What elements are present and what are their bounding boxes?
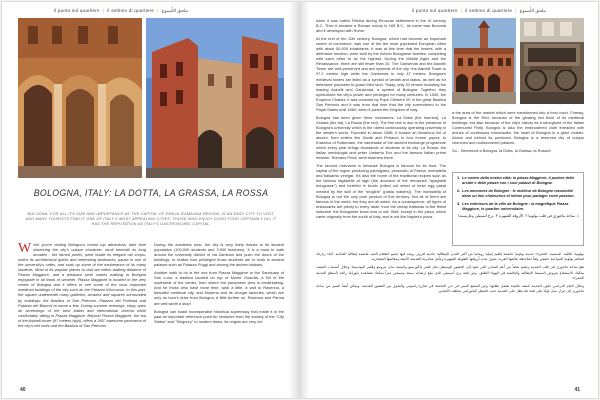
running-header-right: il punto sul quartiere | il settimo di quartiere | ملحق الأسبوع bbox=[412, 8, 547, 13]
paragraph: when it was called Felsina during Etruscan settlement in the VI century B.C. Then it became a Roman colony in 189 B.C., its name was Bononia and it developed with Rome. bbox=[316, 18, 446, 34]
article-title: BOLOGNA, ITALY: LA DOTTA, LA GRASSA, LA ROSSA bbox=[33, 188, 269, 198]
right-page bbox=[300, 2, 598, 398]
page-number-right: 41 bbox=[574, 387, 580, 393]
paragraph: Bologna can boast incomparable historical supremacy that made it in the past an important reference point for centuries from the society of the "City States" and "Seignory" to modern times. Its origins are very old bbox=[154, 308, 284, 324]
paragraph: Another walk to do is the one from Piazza Maggiore to the Sanctuary of San Luca, a basilica located on top of Monte Guardia, a hill in the southwest of the center, from where the panoramic view is breathtaking. And for those who have more time, walk a little, a visit to Ravenna, a beautiful medieval city, and Modena and its vinegar factories, which are only an hour's drive from Bologna. A little further on, Ravenna and Parma are well worth a stop! bbox=[154, 270, 284, 306]
paragraph: وخلال العام الدراسي تكون المدينة نابضة بالحياة بفضل طلابها. ومن الممتع السير في حي الجامعة في شارع زامبوني والتجول بين القصور القديمة. ويمكن أيضاً السير من ساحة ماجوري إلى مزار سان لوكا على قمة تلة تطل على المدينة حيث المنظر البانورامي يخطف الأنفاس. bbox=[316, 284, 584, 294]
right-column-2 bbox=[452, 110, 584, 156]
list-item: 3. Les extérieurs de la ville de Bologne : la magnifique Piazza Maggiore, le quartier universitaire. bbox=[457, 201, 569, 211]
piazza-photo bbox=[452, 18, 516, 104]
left-column-1 bbox=[18, 242, 146, 331]
paragraph: At the end of the 11th century, Bologna, which had become an important centre of commerce, was one of the ten most populated European cities with about 50,000 inhabitants. It was at this time that the towers, with a defensive function, were built by the richest Bolognese families, competing with each other to be the highest. During the Middle Ages and the Renaissance, there are still fewer than 20. The Garisenda and the Asinelli Tower are well-preserved and are symbols of the city: the Asinelli Tower is 97.2 meters high while the Garisenda is only 47 meters. Bologna's medieval towers are listed as a symbol of wealth and status, as well as for defensive purposes to guard their land. Today, only 20 remain including the leaning Asinelli and Garisenda, a symbol of Bologna. Together they symbolized the city's power and privileges for many centuries. In 1530, the Emperor Charles V was crowned by Pope Clement VII in the great Basilica San Petronio and it was from that time that the city surrendered to the Papal States until 1860, when it joined the Kingdom of Italy. bbox=[316, 36, 446, 112]
market-photo bbox=[520, 18, 584, 104]
palazzo-photo bbox=[146, 18, 284, 178]
left-page bbox=[2, 2, 300, 398]
running-header-left: il punto sul quartiere | il settimo di quartiere | ملحق الأسبوع bbox=[54, 8, 189, 13]
right-column-1 bbox=[316, 18, 446, 246]
page-number-left: 40 bbox=[20, 387, 26, 393]
paragraph: The second nickname is because Bologna is famous for its food. The capital of the region producing parmigiano, prosciutto di Parma, mortadella and balsamic vinegar. It's also the home of the traditional recipes such as the famous tagliatelle al ragù (the ancestor of the renowned "spaghetti bolognese") and tortellini in brodo (rolled out sheet of fresh egg pasta created by the skill of the "sfogline" (pasta makers)). The mortadella of Bologna is not the only pork product of this territory. Not all of them are famous in the world, but they are all eaten. As a consequence, all types of restaurants are plenty to every taste: from the cheap trattorias to the finest ristoranti, the Bolognese know how to eat. Well, except in the pizza, which came originally from the south of Italy, and is not like Naples's pizza. bbox=[316, 163, 446, 219]
list-item: 2. Les annonces de Bologne : le meilleur de Bologne rassemblé dans un lieu chaleureux et intime pour partager votre passion. bbox=[457, 188, 575, 198]
highlights-arabic: ١. ساحة ماجوري في قلب بولونيا ٢. الأروقة الشهيرة ٣. برج أسينيلي وغاريسندا bbox=[458, 214, 579, 219]
paragraph: So... Benvenuti a Bologna, la Dotta, la Grassa, la Rossa!! bbox=[452, 148, 551, 154]
paragraph: a the area of the market which were transformed into a food court. Foresty, Bologna is the Red, because of the glowing red brick of its medieval buildings, but also because of the city's history as a stronghold of the Italian Communist Party. Bologna is also the embroidered cloth threaded with arches of continuous colonnades, the heart of Bologna is a giant cloister. Above and behind its porticoes, Bologna is a reserved city of unique churches and undiscovered palaces. bbox=[452, 110, 584, 146]
paragraph: تقع ساحة ماجوري في قلب المدينة وتضم بعضاً من أهم المباني التي تعود إلى العصور الوسطى مثل قصر داكورسيو وكنيسة سان بترونيو وقصر البوديستا. وخلال أمسيات الصيف يمكنك الاستمتاع بعروض السينما الإيطالية والعالمية في الهواء الطلق. ومن قمة برج أسينيلي الذي يبلغ ارتفاعه سبعة وتسعين متراً يمكنك مشاهدة بانوراما رائعة لأسطح المدينة الحمراء. bbox=[316, 265, 584, 280]
list-item: 1. Le ombre della nostra città: la piazza Maggiore, il pudore delle arcate e delle piazze con i suoi palazzi di Bologna. bbox=[457, 176, 575, 185]
left-column-2 bbox=[154, 242, 284, 327]
paragraph: While you're visiting Bologna's tourist top attractions, take time observing the city's unique character: stroll beneath its long arcades - the famed portici, peek inside its elegant old shops, notice its architectural quirks and interesting landmarks, pause in one of the university's cafés, and soak up some of the exuberance of its many students. Most of its popular places to visit are within walking distance of Piazza Maggiore, and a pleasant stroll makes walking in Bologna enjoyable in all kinds of weather. Piazza Maggiore is located in the very center of Bologna and it offers to see some of the most important medieval buildings of the city such as the Palazzo d'Accursio. In this part, the square underneath many galleries, arcades and squares surrounded by buildings: the Basilica of San Petronio, Palazzo dei Podestà and Palazzo del Bianchi to name a few. During summer evenings, enjoy open air screenings of the best Italian and international cinema while comfortably sitting in Piazza Maggiore. Beyond Piazza Maggiore, the top of the Asinelli tower (97 meters high), offers a 360° awesome panorama of the city's red roofs and the Basilica of San Petronio. bbox=[18, 241, 146, 328]
highlights-box bbox=[452, 172, 584, 246]
paragraph: بولونيا، الكلية، السمينة، الحمراء: مدينة بولونيا عاصمة إقليم إميليا رومانيا من أكثر المدن الإيطالية جاذبية للزوار، ويجد فيها محبو الطعام الجيد عاصمة إيطاليا الغذائية. أثناء زيارتك لمعالم بولونيا السياحية خصص وقتاً لملاحظة طابعها الفريد: تجول تحت أروقتها الطويلة الشهيرة وتأمل متاجرها القديمة الأنيقة ومعالمها المعمارية. bbox=[316, 252, 584, 262]
paragraph: Bologna has been given three nicknames: La Dotta (the learned), La Grassa (the fat), La Rossa (the red). The first one is due to the presence of Bologna's university which is the oldest continuously operating university in the western world. Founded in about 1088, it boasts an illustrious list of alumni, from writers like Dante and Petrarch to four former popes, to Erasmus of Rotterdam, the namesake of the student exchange programme which every year brings thousands of students to its city. La Rossa: the Italian semiologist and writer Umberto Eco and the famous Italian prime minister, Romano Prodi, were teachers there. bbox=[316, 114, 446, 161]
highlights-list bbox=[457, 176, 579, 211]
magazine-spread bbox=[2, 2, 598, 398]
drop-cap: W bbox=[18, 241, 32, 256]
arcade-photo bbox=[18, 18, 142, 178]
article-subtitle: BOLOGNA, FOR ALL ITS SIZE AND IMPORTANCE AS THE CAPITAL OF EMILIA-ROMAGNA REGION, IS AN EASY CITY TO VISIT, AND MANY TOURISTS FIND IT ONE OF ITALY'S MOST APPEALING CITIES. THOSE WHO ENJOY GOOD FOOD CERTAINLY DO: IT HAS THE REPUTATION AS ITALY'S GASTRONOMIC CAPITAL. bbox=[25, 212, 277, 226]
arabic-text bbox=[316, 252, 584, 386]
paragraph: During the academic year, the city is very lively thanks to its student population (100,000 students and 3,000 teachers). It is a must to walk around the university district of via Zamboni and push the doors of the buildings: to realize how privileged those students are to work in ancient palaces such as Palazzo Poggi and among the ancient statues. bbox=[154, 242, 284, 268]
